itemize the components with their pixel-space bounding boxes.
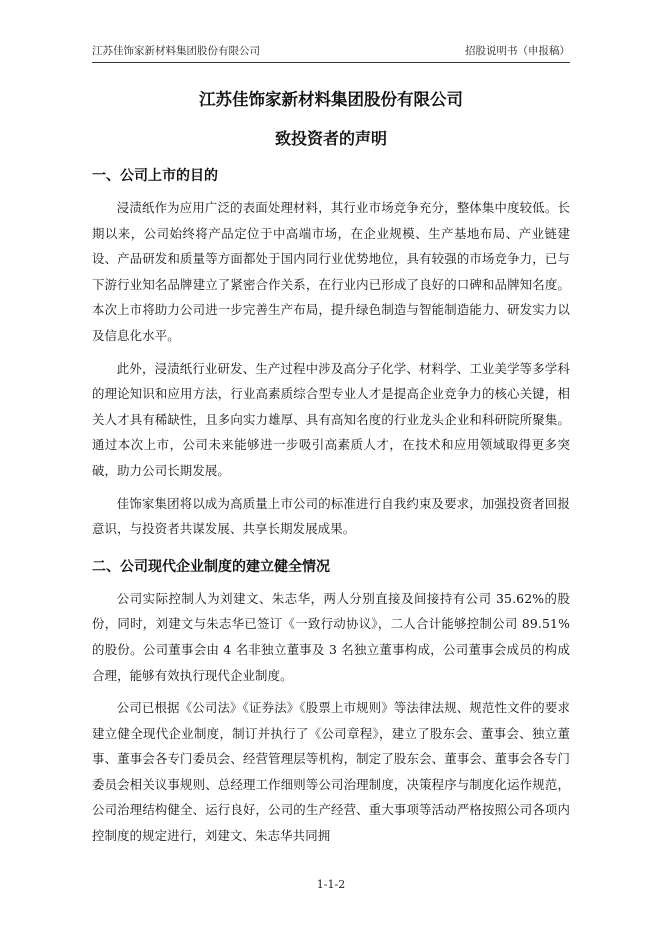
page-number: 1-1-2: [316, 878, 346, 891]
section-listing-purpose: [92, 165, 570, 542]
header-divider: [92, 62, 570, 63]
paragraph: 此外，浸渍纸行业研发、生产过程中涉及高分子化学、材料学、工业美学等多学科的理论知识和应用方法，行业高素质综合型专业人才是提高企业竞争力的核心关键，相关人才具有稀缺性，且多向实力雄厚、具有高知名度的行业龙头企业和科研院所聚集。通过本次上市，公司未来能够进一步吸引高素质人才，在技术和应用领域取得更多突破，助力公司长期发展。: [92, 360, 570, 478]
document-subtitle: 致投资者的声明: [274, 129, 387, 148]
header-company-name: 江苏佳饰家新材料集团股份有限公司: [92, 45, 260, 57]
document-title: 江苏佳饰家新材料集团股份有限公司: [199, 90, 463, 109]
paragraph: 佳饰家集团将以成为高质量上市公司的标准进行自我约束及要求，加强投资者回报意识，与投资者共谋发展、共享长期发展成果。: [92, 495, 570, 537]
paragraph: 浸渍纸作为应用广泛的表面处理材料，其行业市场竞争充分，整体集中度较低。长期以来，公司始终将产品定位于中高端市场，在企业规模、生产基地布局、产业链建设、产品研发和质量等方面都处于国内同行业优势地位，具有较强的市场竞争力，已与下游行业知名品牌建立了紧密合作关系，在行业内已形成了良好的口碑和品牌知名度。本次上市将助力公司进一步完善生产布局，提升绿色制造与智能制造能力、研发实力以及信息化水平。: [92, 200, 570, 343]
header-document-type: 招股说明书（申报稿）: [465, 45, 570, 57]
paragraph: 公司实际控制人为刘建文、朱志华，两人分别直接及间接持有公司 35.62%的股份，同时，刘建文与朱志华已签订《一致行动协议》，二人合计能够控制公司 89.51%的股份。公司董事会由 4 名非独立董事及 3 名独立董事构成，公司董事会成员的构成合理，能够有效执行现代企业制度。: [92, 590, 570, 683]
document-body: [92, 80, 570, 856]
section-corporate-governance: [92, 556, 570, 849]
section-heading: 二、公司现代企业制度的建立健全情况: [92, 558, 330, 575]
section-heading: 一、公司上市的目的: [92, 168, 218, 184]
paragraph: 公司已根据《公司法》《证券法》《股票上市规则》等法律法规、规范性文件的要求建立健全现代企业制度，制订并执行了《公司章程》，建立了股东会、董事会、独立董事、董事会各专门委员会、经营管理层等机构，制定了股东会、董事会、董事会各专门委员会相关议事规则、总经理工作细则等公司治理制度，决策程序与制度化运作规范，公司治理结构健全、运行良好，公司的生产经营、重大事项等活动严格按照公司各项内控制度的规定进行，刘建文、朱志华共同拥: [92, 700, 570, 844]
page-header: [92, 40, 570, 60]
